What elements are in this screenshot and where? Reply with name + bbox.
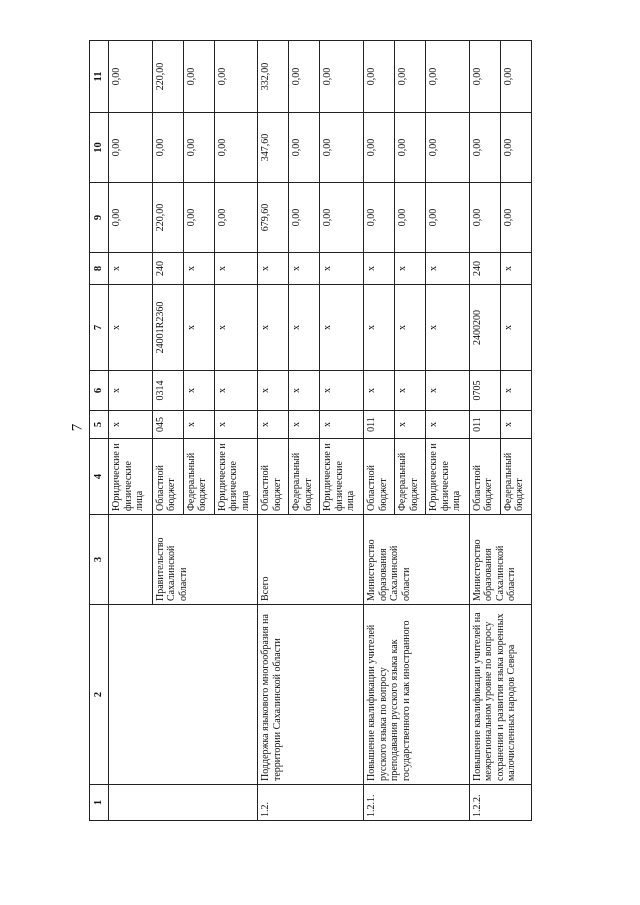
cell-c9: 0,00 [183,183,214,253]
col-header: 7 [90,285,109,371]
row-number [109,785,258,821]
cell-c11: 0,00 [500,41,531,113]
cell-c11: 332,00 [258,41,289,113]
cell-c9: 220,00 [152,183,183,253]
cell-c9: 0,00 [500,183,531,253]
cell-c8: 240 [152,253,183,285]
cell-c6: x [109,371,153,411]
cell-c9: 0,00 [320,183,364,253]
cell-c8: x [320,253,364,285]
row-number: 1.2.2. [469,785,531,821]
cell-c5: 011 [469,411,500,439]
cell-c5: x [183,411,214,439]
cell-c10: 0,00 [395,113,426,183]
cell-c8: x [364,253,395,285]
cell-c6: 0314 [152,371,183,411]
cell-c10: 0,00 [500,113,531,183]
cell-c8: x [109,253,153,285]
measure-name: Повышение квалификации учителей русского языка по вопросу преподавания русского языка как государственного и как иностранного [364,605,470,785]
cell-c9: 679,60 [258,183,289,253]
cell-c6: x [395,371,426,411]
page-number: 7 [69,423,86,432]
col-header: 8 [90,253,109,285]
cell-c10: 0,00 [214,113,258,183]
col-header: 4 [90,439,109,515]
cell-c10: 0,00 [469,113,500,183]
cell-c11: 0,00 [426,41,470,113]
funding-source: Областной бюджет [469,439,500,515]
cell-c5: x [109,411,153,439]
cell-c6: x [320,371,364,411]
cell-c8: x [258,253,289,285]
funding-source: Федеральный бюджет [500,439,531,515]
cell-c11: 0,00 [469,41,500,113]
cell-c10: 0,00 [364,113,395,183]
cell-c7: x [214,285,258,371]
cell-c7: x [183,285,214,371]
cell-c11: 0,00 [289,41,320,113]
funding-source: Федеральный бюджет [395,439,426,515]
cell-c11: 0,00 [364,41,395,113]
cell-c6: x [500,371,531,411]
funding-source: Юридические и физические лица [426,439,470,515]
executor: Всего [258,515,364,605]
cell-c9: 0,00 [214,183,258,253]
cell-c6: 0705 [469,371,500,411]
cell-c6: x [214,371,258,411]
cell-c6: x [289,371,320,411]
cell-c7: x [500,285,531,371]
cell-c7: x [395,285,426,371]
cell-c11: 0,00 [109,41,153,113]
cell-c9: 0,00 [289,183,320,253]
cell-c5: x [320,411,364,439]
cell-c10: 0,00 [320,113,364,183]
col-header: 10 [90,113,109,183]
cell-c8: x [426,253,470,285]
cell-c11: 220,00 [152,41,183,113]
cell-c8: x [500,253,531,285]
cell-c5: x [426,411,470,439]
table-row [109,41,153,821]
executor: Правительство Сахалинской области [152,515,258,605]
cell-c5: x [289,411,320,439]
row-number: 1.2.1. [364,785,470,821]
cell-c6: x [364,371,395,411]
funding-source: Областной бюджет [258,439,289,515]
cell-c8: x [395,253,426,285]
table-row [258,41,289,821]
funding-source: Областной бюджет [364,439,395,515]
header-row [90,41,109,821]
cell-c9: 0,00 [395,183,426,253]
cell-c7: 24001R2360 [152,285,183,371]
col-header: 1 [90,785,109,821]
cell-c5: 011 [364,411,395,439]
col-header: 9 [90,183,109,253]
cell-c11: 0,00 [214,41,258,113]
funding-source: Юридические и физические лица [214,439,258,515]
col-header: 3 [90,515,109,605]
cell-c6: x [183,371,214,411]
table-row [364,41,395,821]
rotated-table-container [89,41,532,821]
col-header: 6 [90,371,109,411]
cell-c11: 0,00 [320,41,364,113]
cell-c7: 2400200 [469,285,500,371]
measure-name [109,605,258,785]
cell-c10: 0,00 [426,113,470,183]
cell-c9: 0,00 [109,183,153,253]
col-header: 11 [90,41,109,113]
funding-source: Юридические и физические лица [320,439,364,515]
cell-c7: x [426,285,470,371]
funding-source: Федеральный бюджет [183,439,214,515]
cell-c10: 347,60 [258,113,289,183]
cell-c9: 0,00 [469,183,500,253]
executor: Министерство образования Сахалинской области [364,515,470,605]
cell-c6: x [426,371,470,411]
cell-c8: 240 [469,253,500,285]
cell-c7: x [289,285,320,371]
measure-name: Поддержка языкового многообразия на территории Сахалинской области [258,605,364,785]
row-number: 1.2. [258,785,364,821]
cell-c8: x [214,253,258,285]
cell-c5: x [395,411,426,439]
cell-c7: x [109,285,153,371]
cell-c6: x [258,371,289,411]
cell-c10: 0,00 [109,113,153,183]
executor [109,515,153,605]
col-header: 2 [90,605,109,785]
cell-c10: 0,00 [152,113,183,183]
cell-c9: 0,00 [364,183,395,253]
funding-source: Областной бюджет [152,439,183,515]
cell-c8: x [289,253,320,285]
col-header: 5 [90,411,109,439]
cell-c9: 0,00 [426,183,470,253]
budget-table [89,40,532,821]
cell-c11: 0,00 [183,41,214,113]
cell-c5: x [258,411,289,439]
cell-c10: 0,00 [289,113,320,183]
cell-c5: 045 [152,411,183,439]
cell-c7: x [258,285,289,371]
cell-c8: x [183,253,214,285]
cell-c7: x [364,285,395,371]
cell-c10: 0,00 [183,113,214,183]
executor: Министерство образования Сахалинской области [469,515,531,605]
cell-c5: x [214,411,258,439]
cell-c7: x [320,285,364,371]
measure-name: Повышение квалификации учителей на межрегиональном уровне по вопросу сохранения и развития языка коренных малочисленных народов Севера [469,605,531,785]
funding-source: Юридические и физические лица [109,439,153,515]
cell-c11: 0,00 [395,41,426,113]
cell-c5: x [500,411,531,439]
funding-source: Федеральный бюджет [289,439,320,515]
table-row [469,41,500,821]
